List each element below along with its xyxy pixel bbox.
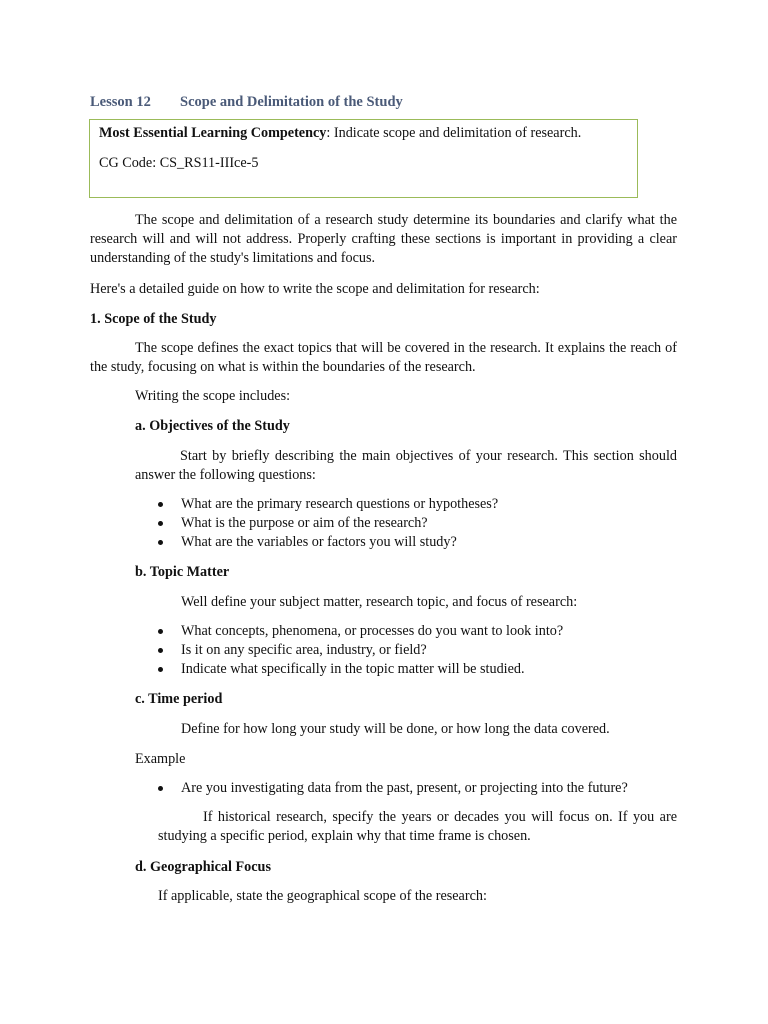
bullet-icon <box>158 540 163 545</box>
topic-matter-heading: b. Topic Matter <box>135 564 230 580</box>
section1-heading: 1. Scope of the Study <box>90 311 217 327</box>
example-label: Example <box>135 751 186 767</box>
scope-paragraph: The scope defines the exact topics that will be covered in the research. It explains the reach of the study, focusing on what is within the boundaries of the research. <box>90 340 677 375</box>
bullet-icon <box>158 648 163 653</box>
objectives-heading: a. Objectives of the Study <box>135 418 290 434</box>
list-item: What are the primary research questions or hypotheses? <box>181 496 499 512</box>
competency-text: : Indicate scope and delimitation of research. <box>326 125 582 141</box>
topic-matter-paragraph: Well define your subject matter, research topic, and focus of research: <box>181 594 578 610</box>
list-item: What concepts, phenomena, or processes do you want to look into? <box>181 623 564 639</box>
bullet-icon <box>158 502 163 507</box>
competency-line <box>99 124 581 143</box>
geographical-paragraph: If applicable, state the geographical scope of the research: <box>158 888 487 904</box>
lesson-topic: Scope and Delimitation of the Study <box>180 94 403 110</box>
list-item: Is it on any specific area, industry, or field? <box>181 642 427 658</box>
list-item: Are you investigating data from the past, present, or projecting into the future? <box>181 780 628 796</box>
competency-label: Most Essential Learning Competency <box>99 125 327 141</box>
writing-scope-line: Writing the scope includes: <box>135 388 291 404</box>
geographical-heading: d. Geographical Focus <box>135 859 271 875</box>
objectives-paragraph: Start by briefly describing the main objectives of your research. This section should answer the following questions: <box>135 448 677 483</box>
bullet-icon <box>158 786 163 791</box>
cg-code: CG Code: CS_RS11-IIIce-5 <box>99 155 259 171</box>
list-item: What are the variables or factors you will study? <box>181 534 457 550</box>
list-item: What is the purpose or aim of the research? <box>181 515 428 531</box>
lesson-heading <box>90 93 403 112</box>
time-period-followup: If historical research, specify the years or decades you will focus on. If you are studying a specific period, explain why that time frame is chosen. <box>158 809 677 844</box>
bullet-icon <box>158 629 163 634</box>
bullet-icon <box>158 667 163 672</box>
bullet-icon <box>158 521 163 526</box>
time-period-heading: c. Time period <box>135 691 223 707</box>
lesson-number: Lesson 12 <box>90 94 151 110</box>
list-item: Indicate what specifically in the topic matter will be studied. <box>181 661 525 677</box>
intro-paragraph: The scope and delimitation of a research study determine its boundaries and clarify what the research will and will not address. Properly crafting these sections is important in providing a clear understanding of the study's limitations and focus. <box>90 212 677 266</box>
guide-line: Here's a detailed guide on how to write the scope and delimitation for research: <box>90 281 540 297</box>
time-period-paragraph: Define for how long your study will be done, or how long the data covered. <box>181 721 610 737</box>
